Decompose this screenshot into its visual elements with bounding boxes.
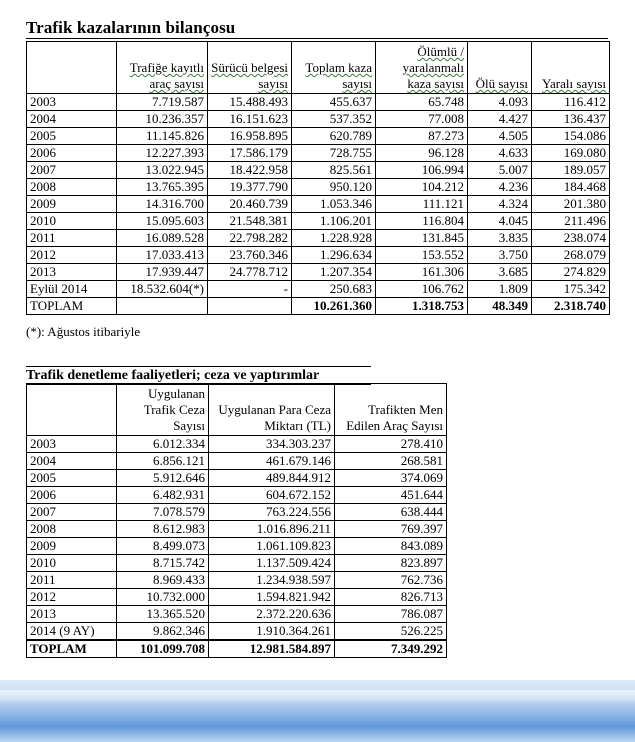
table1-value-cell: 161.306	[376, 264, 468, 281]
table1-value-cell: 184.468	[532, 179, 610, 196]
table1-value-cell: 274.829	[532, 264, 610, 281]
table1-value-cell: 201.380	[532, 196, 610, 213]
table1-row	[27, 264, 610, 281]
taskbar-highlight	[0, 690, 635, 704]
table1-value-cell: 620.789	[292, 128, 376, 145]
table2-row	[27, 521, 447, 538]
table1-value-cell: 14.316.700	[117, 196, 208, 213]
table1-header-corner	[27, 42, 117, 94]
table2-value-cell: 604.672.152	[209, 487, 335, 504]
table1-value-cell: 12.227.393	[117, 145, 208, 162]
table2-value-cell: 843.089	[335, 538, 447, 555]
table1-value-cell: 4.236	[468, 179, 532, 196]
table2-total-cell: 7.349.292	[335, 640, 447, 658]
table2-value-cell: 8.612.983	[117, 521, 209, 538]
table2-year-cell: 2013	[27, 606, 117, 623]
table1-value-cell: 1.296.634	[292, 247, 376, 264]
table1-value-cell: 23.760.346	[208, 247, 292, 264]
table2-value-cell: 9.862.346	[117, 623, 209, 641]
table1-value-cell: 116.804	[376, 213, 468, 230]
table1-year-cell: 2012	[27, 247, 117, 264]
table2-value-cell: 451.644	[335, 487, 447, 504]
table1-value-cell: 4.633	[468, 145, 532, 162]
table1-year-cell: Eylül 2014	[27, 281, 117, 298]
table2-value-cell: 1.910.364.261	[209, 623, 335, 641]
table1-value-cell: 1.809	[468, 281, 532, 298]
table1-value-cell: 13.765.395	[117, 179, 208, 196]
table2-row	[27, 555, 447, 572]
table1-year-cell: 2003	[27, 94, 117, 111]
table1-header-registered-vehicles: Trafiğe kayıtlı araç sayısı	[117, 42, 208, 94]
table2-row	[27, 572, 447, 589]
table1-value-cell: 96.128	[376, 145, 468, 162]
table2-row	[27, 436, 447, 453]
table1-value-cell: 4.093	[468, 94, 532, 111]
table1-value-cell: 17.586.179	[208, 145, 292, 162]
table1-value-cell: 24.778.712	[208, 264, 292, 281]
table2-total-label: TOPLAM	[27, 640, 117, 658]
table1-value-cell: 154.086	[532, 128, 610, 145]
table1-footnote: (*): Ağustos itibariyle	[26, 324, 141, 339]
table1-value-cell: 4.427	[468, 111, 532, 128]
table1-value-cell: 106.762	[376, 281, 468, 298]
table2-value-cell: 8.499.073	[117, 538, 209, 555]
table1-header-injured: Yaralı sayısı	[532, 42, 610, 94]
table2-title: Trafik denetleme faaliyetleri; ceza ve yaptırımlar	[26, 366, 371, 385]
table1-value-cell: 104.212	[376, 179, 468, 196]
table1-value-cell: 825.561	[292, 162, 376, 179]
table2-year-cell: 2006	[27, 487, 117, 504]
table1-year-cell: 2005	[27, 128, 117, 145]
table1-row	[27, 145, 610, 162]
table2-year-cell: 2009	[27, 538, 117, 555]
table1-value-cell: 5.007	[468, 162, 532, 179]
table1-value-cell: 728.755	[292, 145, 376, 162]
table2-year-cell: 2011	[27, 572, 117, 589]
table1-value-cell: 950.120	[292, 179, 376, 196]
table1-row	[27, 230, 610, 247]
table1-title: Trafik kazalarının bilançosu	[26, 18, 608, 39]
table1-year-cell: 2010	[27, 213, 117, 230]
table2-total-cell: 12.981.584.897	[209, 640, 335, 658]
table2-row	[27, 623, 447, 641]
table2-value-cell: 6.482.931	[117, 487, 209, 504]
table1-year-cell: 2011	[27, 230, 117, 247]
table1-value-cell: 153.552	[376, 247, 468, 264]
table1-year-cell: 2004	[27, 111, 117, 128]
table2-value-cell: 7.078.579	[117, 504, 209, 521]
table1-value-cell: 16.151.623	[208, 111, 292, 128]
table1-row	[27, 196, 610, 213]
table2-value-cell: 10.732.000	[117, 589, 209, 606]
table2-header-fine-amount: Uygulanan Para Ceza Miktarı (TL)	[209, 384, 335, 436]
table1-value-cell: 238.074	[532, 230, 610, 247]
table2-value-cell: 278.410	[335, 436, 447, 453]
table1-total-cell	[117, 298, 208, 315]
table1-value-cell: 65.748	[376, 94, 468, 111]
table2-row	[27, 487, 447, 504]
table1-value-cell: 131.845	[376, 230, 468, 247]
table2-header-vehicles-removed: Trafikten Men Edilen Araç Sayısı	[335, 384, 447, 436]
table1-value-cell: 16.089.528	[117, 230, 208, 247]
table1-header-deaths: Ölü sayısı	[468, 42, 532, 94]
table1-value-cell: 4.324	[468, 196, 532, 213]
table1-value-cell: 17.939.447	[117, 264, 208, 281]
table1-value-cell: 211.496	[532, 213, 610, 230]
table2-row	[27, 453, 447, 470]
table1-value-cell: 77.008	[376, 111, 468, 128]
table1-year-cell: 2007	[27, 162, 117, 179]
table1-value-cell: 4.505	[468, 128, 532, 145]
table2-value-cell: 1.061.109.823	[209, 538, 335, 555]
table1-value-cell: 15.095.603	[117, 213, 208, 230]
table2-value-cell: 1.234.938.597	[209, 572, 335, 589]
table1-row	[27, 179, 610, 196]
table1-total-label: TOPLAM	[27, 298, 117, 315]
table2-value-cell: 1.137.509.424	[209, 555, 335, 572]
table2-header-corner	[27, 384, 117, 436]
accident-balance-table	[26, 41, 610, 315]
table2-value-cell: 763.224.556	[209, 504, 335, 521]
table2-value-cell: 5.912.646	[117, 470, 209, 487]
table2-row	[27, 606, 447, 623]
table2-value-cell: 826.713	[335, 589, 447, 606]
table1-header-driver-licenses: Sürücü belgesi sayısı	[208, 42, 292, 94]
table1-value-cell: 175.342	[532, 281, 610, 298]
table2-value-cell: 8.715.742	[117, 555, 209, 572]
table1-value-cell: 19.377.790	[208, 179, 292, 196]
table1-value-cell: 22.798.282	[208, 230, 292, 247]
table2-value-cell: 334.303.237	[209, 436, 335, 453]
table1-value-cell: 18.422.958	[208, 162, 292, 179]
table2-year-cell: 2003	[27, 436, 117, 453]
table1-value-cell: 7.719.587	[117, 94, 208, 111]
table2-year-cell: 2004	[27, 453, 117, 470]
table2-year-cell: 2012	[27, 589, 117, 606]
table1-total-row	[27, 298, 610, 315]
table1-value-cell: 116.412	[532, 94, 610, 111]
table1-row	[27, 128, 610, 145]
table2-value-cell: 762.736	[335, 572, 447, 589]
table1-value-cell: 455.637	[292, 94, 376, 111]
table1-value-cell: 21.548.381	[208, 213, 292, 230]
table1-value-cell: 11.145.826	[117, 128, 208, 145]
table2-total-cell: 101.099.708	[117, 640, 209, 658]
table1-value-cell: 3.835	[468, 230, 532, 247]
table2-value-cell: 13.365.520	[117, 606, 209, 623]
table1-value-cell: 268.079	[532, 247, 610, 264]
table1-value-cell: 136.437	[532, 111, 610, 128]
table2-header-row	[27, 384, 447, 436]
table2-row	[27, 538, 447, 555]
table2-value-cell: 6.012.334	[117, 436, 209, 453]
table1-header-total-accidents: Toplam kaza sayısı	[292, 42, 376, 94]
table2-value-cell: 268.581	[335, 453, 447, 470]
table1-total-cell: 10.261.360	[292, 298, 376, 315]
table2-value-cell: 786.087	[335, 606, 447, 623]
table1-value-cell: 1.228.928	[292, 230, 376, 247]
table2-value-cell: 489.844.912	[209, 470, 335, 487]
table1-row	[27, 111, 610, 128]
table1-value-cell: 10.236.357	[117, 111, 208, 128]
table1-value-cell: 1.106.201	[292, 213, 376, 230]
table1-row	[27, 162, 610, 179]
table2-value-cell: 638.444	[335, 504, 447, 521]
table1-value-cell: 20.460.739	[208, 196, 292, 213]
table2-value-cell: 374.069	[335, 470, 447, 487]
table1-value-cell: 106.994	[376, 162, 468, 179]
table1-value-cell: -	[208, 281, 292, 298]
table2-value-cell: 823.897	[335, 555, 447, 572]
table1-value-cell: 1.053.346	[292, 196, 376, 213]
table1-value-cell: 169.080	[532, 145, 610, 162]
table1-year-cell: 2008	[27, 179, 117, 196]
table2-value-cell: 1.016.896.211	[209, 521, 335, 538]
table2-year-cell: 2008	[27, 521, 117, 538]
table2-row	[27, 589, 447, 606]
table1-value-cell: 537.352	[292, 111, 376, 128]
table1-row	[27, 281, 610, 298]
table1-row	[27, 94, 610, 111]
table1-value-cell: 189.057	[532, 162, 610, 179]
table1-header-row	[27, 42, 610, 94]
table2-year-cell: 2005	[27, 470, 117, 487]
table1-year-cell: 2006	[27, 145, 117, 162]
table1-year-cell: 2009	[27, 196, 117, 213]
table1-value-cell: 1.207.354	[292, 264, 376, 281]
table2-value-cell: 8.969.433	[117, 572, 209, 589]
table1-total-cell: 48.349	[468, 298, 532, 315]
table1-value-cell: 111.121	[376, 196, 468, 213]
table2-value-cell: 461.679.146	[209, 453, 335, 470]
table2-value-cell: 6.856.121	[117, 453, 209, 470]
table1-row	[27, 213, 610, 230]
table2-value-cell: 769.397	[335, 521, 447, 538]
table1-value-cell: 13.022.945	[117, 162, 208, 179]
table1-total-cell: 2.318.740	[532, 298, 610, 315]
table1-value-cell: 3.685	[468, 264, 532, 281]
table1-row	[27, 247, 610, 264]
table1-total-cell: 1.318.753	[376, 298, 468, 315]
table1-value-cell: 4.045	[468, 213, 532, 230]
table2-value-cell: 1.594.821.942	[209, 589, 335, 606]
table1-header-fatal-injury-accidents: Ölümlü / yaralanmalı kaza sayısı	[376, 42, 468, 94]
table2-header-fine-count: Uygulanan Trafik Ceza Sayısı	[117, 384, 209, 436]
table1-value-cell: 3.750	[468, 247, 532, 264]
table2-year-cell: 2014 (9 AY)	[27, 623, 117, 641]
table1-total-cell	[208, 298, 292, 315]
table1-value-cell: 87.273	[376, 128, 468, 145]
table2-row	[27, 504, 447, 521]
table2-value-cell: 526.225	[335, 623, 447, 641]
table1-value-cell: 16.958.895	[208, 128, 292, 145]
table1-value-cell: 17.033.413	[117, 247, 208, 264]
table1-year-cell: 2013	[27, 264, 117, 281]
traffic-enforcement-table	[26, 383, 447, 658]
table1-value-cell: 250.683	[292, 281, 376, 298]
table1-value-cell: 15.488.493	[208, 94, 292, 111]
table1-value-cell: 18.532.604(*)	[117, 281, 208, 298]
table2-value-cell: 2.372.220.636	[209, 606, 335, 623]
table2-total-row	[27, 640, 447, 658]
table2-row	[27, 470, 447, 487]
table2-year-cell: 2010	[27, 555, 117, 572]
table2-year-cell: 2007	[27, 504, 117, 521]
